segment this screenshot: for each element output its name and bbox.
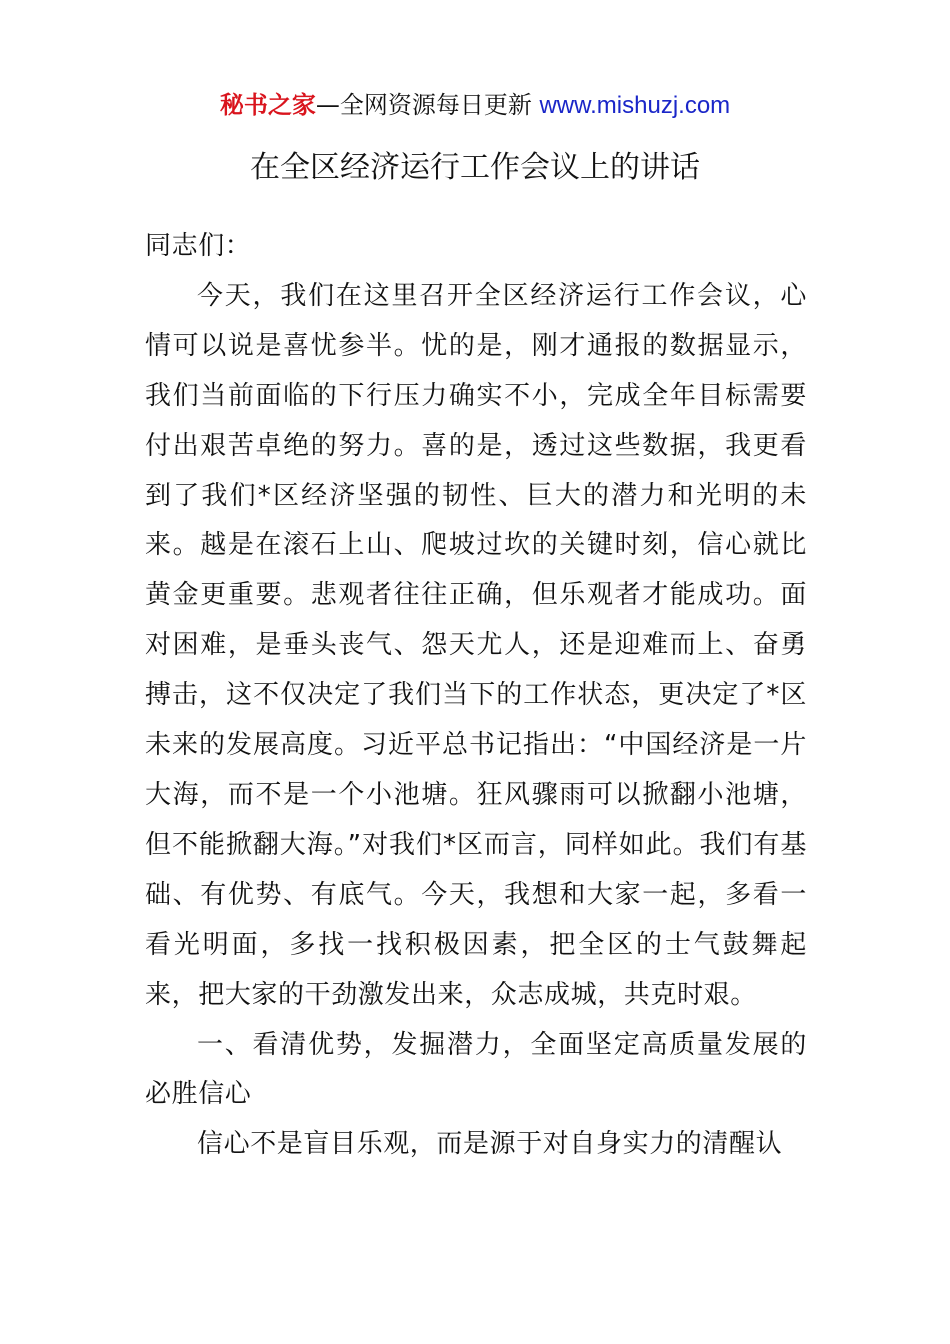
section-heading: 一、看清优势，发掘潜力，全面坚定高质量发展的必胜信心: [145, 1029, 807, 1110]
site-banner: [0, 88, 950, 123]
brand-name: 秘书之家: [219, 91, 316, 119]
paragraph-intro: 今天，我们在这里召开全区经济运行工作会议，心情可以说是喜忧参半。忧的是，刚才通报的数据显示，我们当前面临的下行压力确实不小，完成全年目标需要付出艰苦卓绝的努力。喜的是，透过这些数据，我更看到了我们*区经济坚强的韧性、巨大的潜力和光明的未来。越是在滚石上山、爬坡过坎的关键时刻，信心就比黄金更重要。悲观者往往正确，但乐观者才能成功。面对困难，是垂头丧气、怨天尤人，还是迎难而上、奋勇搏击，这不仅决定了我们当下的工作状态，更决定了*区未来的发展高度。习近平总书记指出：“中国经济是一片大海，而不是一个小池塘。狂风骤雨可以掀翻小池塘，但不能掀翻大海。”对我们*区而言，同样如此。我们有基础、有优势、有底气。今天，我想和大家一起，多看一看光明面，多找一找积极因素，把全区的士气鼓舞起来，把大家的干劲激发出来，众志成城，共克时艰。: [145, 280, 807, 1010]
website-link[interactable]: www.mishuzj.com: [539, 92, 731, 119]
document-body: [145, 222, 807, 1170]
banner-tagline: —全网资源每日更新: [315, 91, 540, 119]
paragraph-section-1: 信心不是盲目乐观，而是源于对自身实力的清醒认: [197, 1129, 783, 1160]
salutation: 同志们：: [145, 231, 252, 261]
document-title: 在全区经济运行工作会议上的讲话: [250, 150, 700, 185]
